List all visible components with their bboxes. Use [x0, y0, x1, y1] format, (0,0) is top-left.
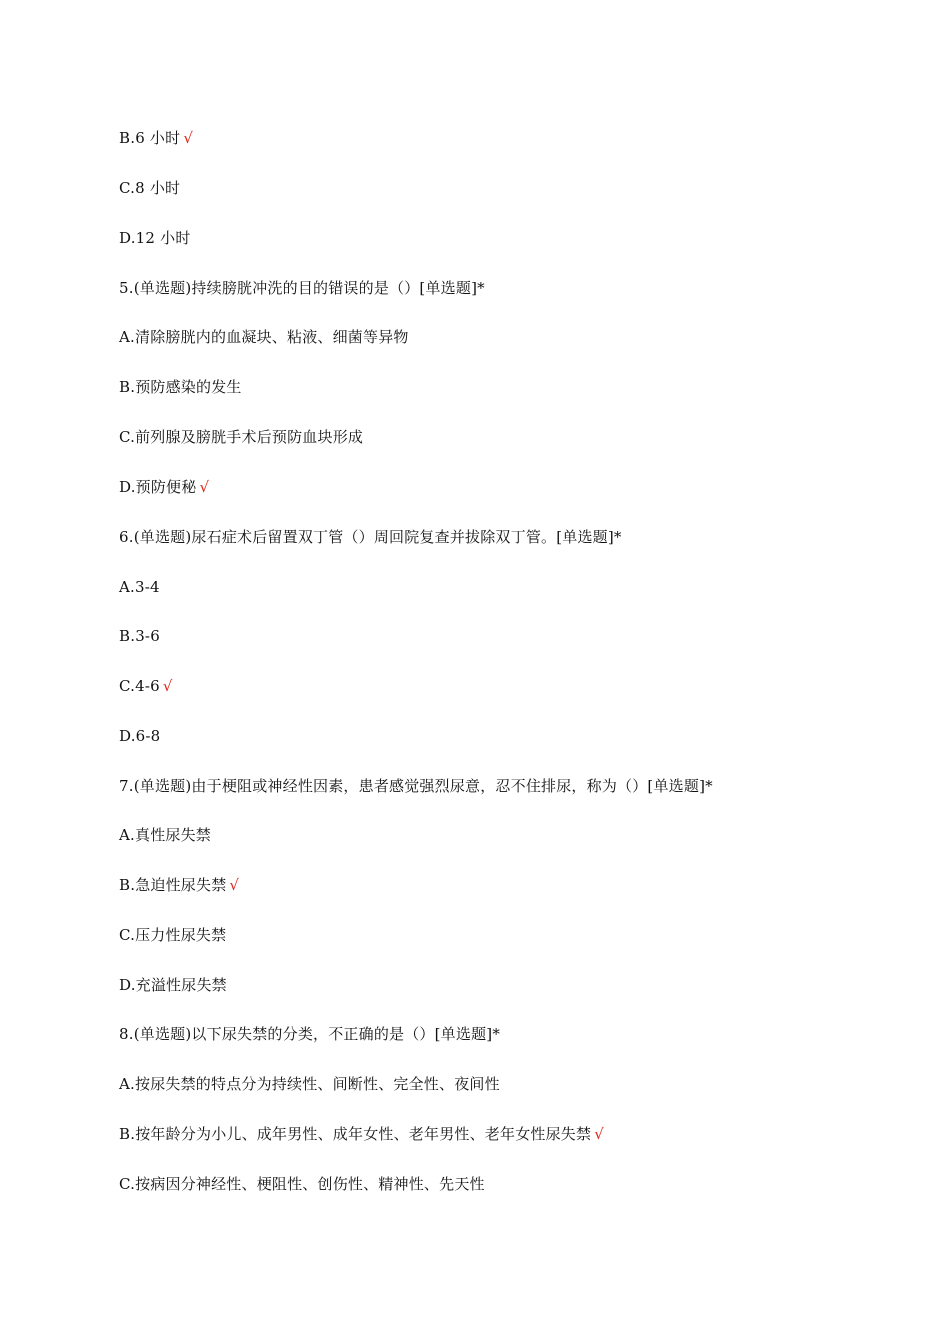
- check-mark-icon: √: [183, 129, 194, 147]
- check-mark-icon: √: [229, 876, 240, 894]
- option-line: [119, 178, 180, 198]
- option-line: [119, 676, 173, 696]
- option-text: C.前列腺及膀胱手术后预防血块形成: [119, 428, 364, 446]
- question-title: [119, 1024, 500, 1044]
- option-text: B.急迫性尿失禁: [119, 876, 227, 894]
- option-line: [119, 1124, 604, 1144]
- option-text: C.8 小时: [119, 179, 181, 197]
- check-mark-icon: √: [199, 478, 210, 496]
- option-line: [119, 228, 191, 248]
- option-text: D.6-8: [119, 727, 161, 745]
- option-line: [119, 377, 242, 397]
- option-text: C.4-6: [119, 677, 160, 695]
- option-text: B.预防感染的发生: [119, 378, 242, 396]
- question-title: [119, 278, 485, 298]
- option-text: B.3-6: [119, 627, 160, 645]
- option-text: B.按年龄分为小儿、成年男性、成年女性、老年男性、老年女性尿失禁: [119, 1125, 592, 1143]
- option-line: [119, 128, 193, 148]
- option-text: A.真性尿失禁: [119, 826, 212, 844]
- check-mark-icon: √: [162, 677, 173, 695]
- question-text: 7.(单选题)由于梗阻或神经性因素，患者感觉强烈尿意，忍不住排尿，称为（）[单选题]*: [119, 777, 713, 795]
- question-text: 5.(单选题)持续膀胱冲洗的目的错误的是（）[单选题]*: [119, 279, 485, 297]
- check-mark-icon: √: [594, 1125, 604, 1143]
- option-text: D.充溢性尿失禁: [119, 976, 227, 994]
- option-line: [119, 577, 160, 597]
- question-text: 6.(单选题)尿石症术后留置双丁管（）周回院复查并拔除双丁管。[单选题]*: [119, 528, 622, 546]
- option-text: A.3-4: [119, 578, 160, 596]
- option-text: A.按尿失禁的特点分为持续性、间断性、完全性、夜间性: [119, 1075, 500, 1093]
- option-line: [119, 427, 363, 447]
- question-text: 8.(单选题)以下尿失禁的分类，不正确的是（）[单选题]*: [119, 1025, 501, 1043]
- option-text: D.预防便秘: [119, 478, 197, 496]
- option-line: [119, 626, 160, 646]
- option-text: C.按病因分神经性、梗阻性、创伤性、精神性、先天性: [119, 1175, 485, 1193]
- option-line: [119, 875, 239, 895]
- option-line: [119, 975, 227, 995]
- option-line: [119, 327, 409, 347]
- option-line: [119, 1174, 485, 1194]
- option-line: [119, 1074, 500, 1094]
- option-line: [119, 825, 211, 845]
- option-line: [119, 726, 160, 746]
- question-title: [119, 776, 713, 796]
- option-text: D.12 小时: [119, 229, 191, 247]
- option-text: B.6 小时: [119, 129, 181, 147]
- option-line: [119, 925, 226, 945]
- option-text: A.清除膀胱内的血凝块、粘液、细菌等异物: [119, 328, 409, 346]
- option-text: C.压力性尿失禁: [119, 926, 227, 944]
- option-line: [119, 477, 209, 497]
- question-title: [119, 527, 622, 547]
